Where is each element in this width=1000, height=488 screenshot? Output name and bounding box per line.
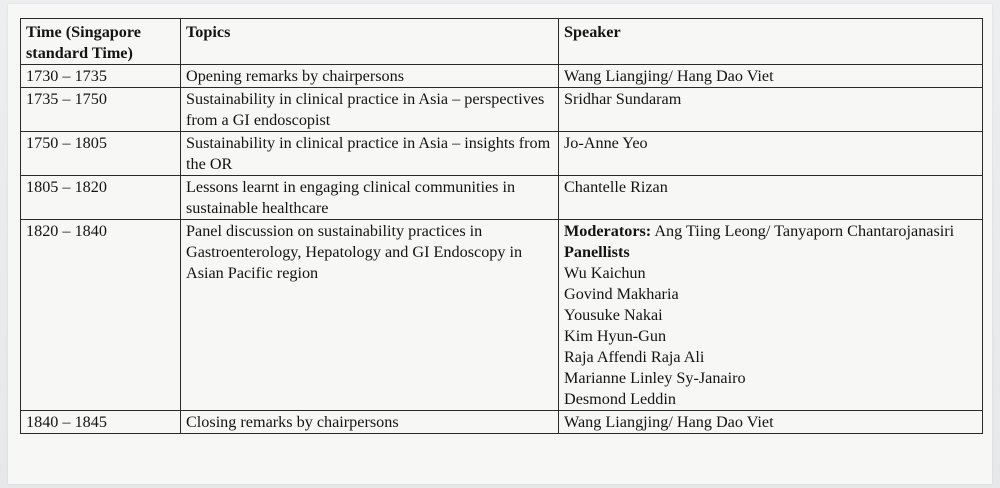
moderators-names: Ang Tiing Leong/ Tanyaporn Chantarojanasiri: [654, 222, 955, 240]
topic-cell: Panel discussion on sustainability practices in Gastroenterology, Hepatology and GI Endoscopy in Asian Pacific region: [181, 220, 559, 411]
panellist-name: Kim Hyun-Gun: [564, 327, 667, 345]
time-cell: 1750 – 1805: [21, 132, 181, 176]
speaker-cell-panel: [559, 220, 983, 411]
speaker-cell: Wang Liangjing/ Hang Dao Viet: [559, 65, 983, 88]
time-cell: 1735 – 1750: [21, 88, 181, 132]
panellist-name: Yousuke Nakai: [564, 306, 663, 324]
agenda-table: [20, 18, 983, 434]
table-row: [21, 132, 983, 176]
table-row: [21, 88, 983, 132]
topic-cell: Sustainability in clinical practice in Asia – insights from the OR: [181, 132, 559, 176]
time-cell: 1840 – 1845: [21, 411, 181, 434]
speaker-cell: Chantelle Rizan: [559, 176, 983, 220]
table-row: [21, 411, 983, 434]
panellist-name: Marianne Linley Sy-Janairo: [564, 369, 746, 387]
topic-cell: Lessons learnt in engaging clinical communities in sustainable healthcare: [181, 176, 559, 220]
table-row: [21, 65, 983, 88]
moderators-line: [564, 221, 977, 242]
topic-cell: Closing remarks by chairpersons: [181, 411, 559, 434]
document-page: [8, 4, 992, 484]
panellist-name: Raja Affendi Raja Ali: [564, 348, 705, 366]
header-topics: Topics: [181, 19, 559, 65]
time-cell: 1730 – 1735: [21, 65, 181, 88]
panellist-name: Desmond Leddin: [564, 390, 676, 408]
speaker-cell: Jo-Anne Yeo: [559, 132, 983, 176]
speaker-cell: Wang Liangjing/ Hang Dao Viet: [559, 411, 983, 434]
time-cell: 1820 – 1840: [21, 220, 181, 411]
header-time: Time (Singapore standard Time): [21, 19, 181, 65]
panellist-name: Govind Makharia: [564, 285, 679, 303]
topic-cell: Opening remarks by chairpersons: [181, 65, 559, 88]
table-row: [21, 176, 983, 220]
speaker-cell: Sridhar Sundaram: [559, 88, 983, 132]
topic-cell: Sustainability in clinical practice in Asia – perspectives from a GI endoscopist: [181, 88, 559, 132]
table-row: [21, 220, 983, 411]
moderators-label: Moderators:: [564, 222, 652, 240]
table-header-row: [21, 19, 983, 65]
panellists-label: Panellists: [564, 243, 630, 261]
header-speaker: Speaker: [559, 19, 983, 65]
time-cell: 1805 – 1820: [21, 176, 181, 220]
panellist-name: Wu Kaichun: [564, 264, 646, 282]
